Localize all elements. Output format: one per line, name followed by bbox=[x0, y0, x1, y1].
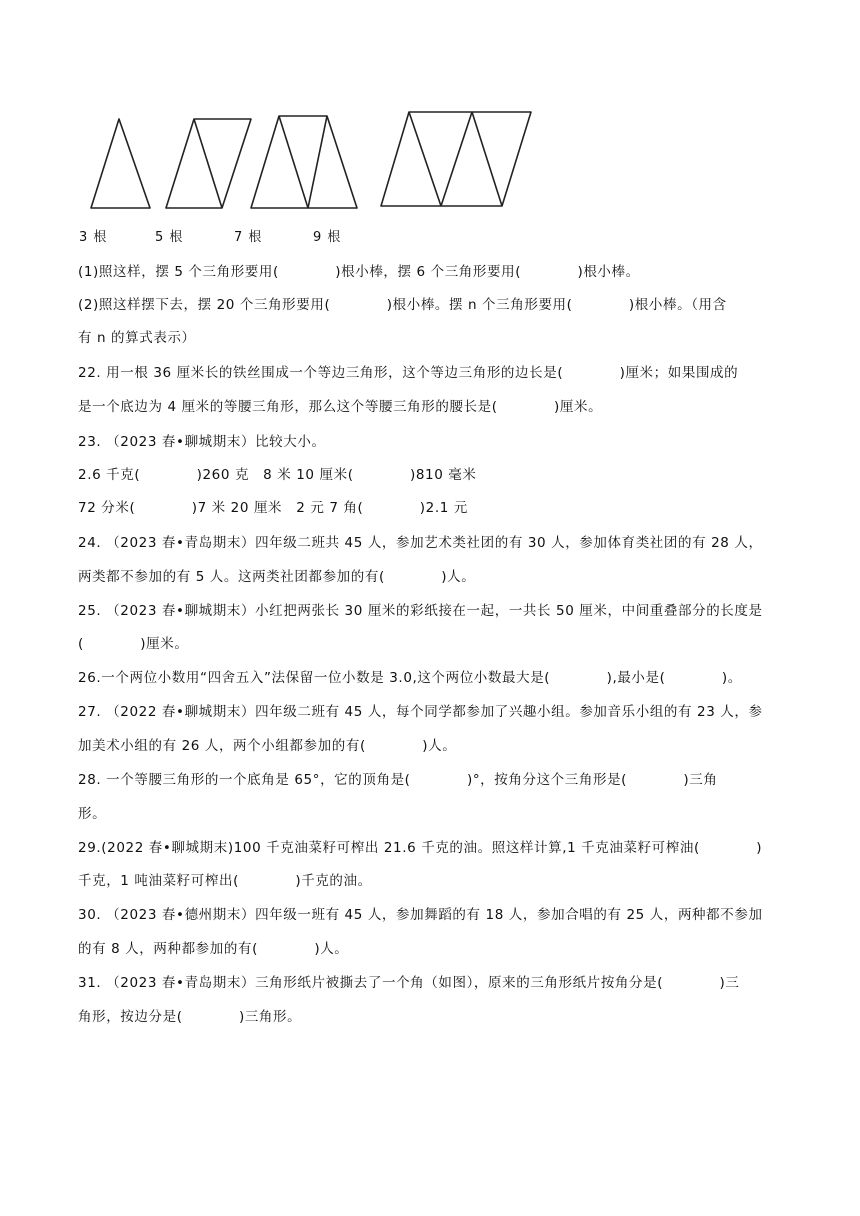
question-line: 22. 用一根 36 厘米长的铁丝围成一个等边三角形，这个等边三角形的边长是( )厘米；如果围成的 bbox=[78, 365, 739, 381]
question-line: 2.6 千克( )260 克 8 米 10 厘米( )810 毫米 bbox=[78, 467, 477, 483]
pattern-2-triangles bbox=[166, 119, 251, 208]
question-line: (2)照这样摆下去，摆 20 个三角形要用( )根小棒。摆 n 个三角形要用( )根小棒。（用含 bbox=[78, 297, 727, 313]
pattern-3-triangles bbox=[251, 116, 357, 208]
question-line: 加美术小组的有 26 人，两个小组都参加的有( )人。 bbox=[78, 738, 457, 754]
question-line: 有 n 的算式表示） bbox=[78, 330, 196, 346]
question-line: 29.(2022 春•聊城期末)100 千克油菜籽可榨出 21.6 千克的油。照这样计算,1 千克油菜籽可榨油( ) bbox=[78, 840, 763, 856]
question-line: 30. （2023 春•德州期末）四年级一班有 45 人，参加舞蹈的有 18 人，参加合唱的有 25 人，两种都不参加 bbox=[78, 907, 763, 923]
pattern-1-triangle bbox=[91, 119, 150, 208]
pattern-4-triangles bbox=[381, 112, 531, 206]
question-line: 形。 bbox=[78, 806, 107, 822]
question-line: 26.一个两位小数用“四舍五入”法保留一位小数是 3.0,这个两位小数最大是( ),最小是( )。 bbox=[78, 670, 742, 686]
question-line: 角形，按边分是( )三角形。 bbox=[78, 1009, 302, 1025]
question-line: ( )厘米。 bbox=[78, 636, 189, 652]
question-line: 72 分米( )7 米 20 厘米 2 元 7 角( )2.1 元 bbox=[78, 500, 468, 516]
matchstick-triangles-figure bbox=[86, 104, 546, 214]
question-line: 两类都不参加的有 5 人。这两类社团都参加的有( )人。 bbox=[78, 569, 476, 585]
figure-label: 7 根 bbox=[234, 230, 263, 245]
question-line: (1)照这样，摆 5 个三角形要用( )根小棒，摆 6 个三角形要用( )根小棒。 bbox=[78, 264, 640, 280]
figure-label: 9 根 bbox=[313, 230, 342, 245]
figure-label: 3 根 bbox=[79, 230, 108, 245]
question-line: 23. （2023 春•聊城期末）比较大小。 bbox=[78, 434, 326, 450]
question-line: 是一个底边为 4 厘米的等腰三角形，那么这个等腰三角形的腰长是( )厘米。 bbox=[78, 399, 603, 415]
question-line: 27. （2022 春•聊城期末）四年级二班有 45 人，每个同学都参加了兴趣小组。参加音乐小组的有 23 人，参 bbox=[78, 704, 763, 720]
question-line: 31. （2023 春•青岛期末）三角形纸片被撕去了一个角（如图），原来的三角形纸片按角分是( )三 bbox=[78, 975, 740, 991]
question-line: 25. （2023 春•聊城期末）小红把两张长 30 厘米的彩纸接在一起，一共长 50 厘米，中间重叠部分的长度是 bbox=[78, 603, 763, 619]
question-line: 28. 一个等腰三角形的一个底角是 65°，它的顶角是( )°，按角分这个三角形是( )三角 bbox=[78, 772, 718, 788]
question-line: 的有 8 人，两种都参加的有( )人。 bbox=[78, 941, 349, 957]
question-line: 千克，1 吨油菜籽可榨出( )千克的油。 bbox=[78, 873, 372, 889]
figure-label: 5 根 bbox=[155, 230, 184, 245]
question-line: 24. （2023 春•青岛期末）四年级二班共 45 人，参加艺术类社团的有 30 人，参加体育类社团的有 28 人， bbox=[78, 535, 763, 551]
